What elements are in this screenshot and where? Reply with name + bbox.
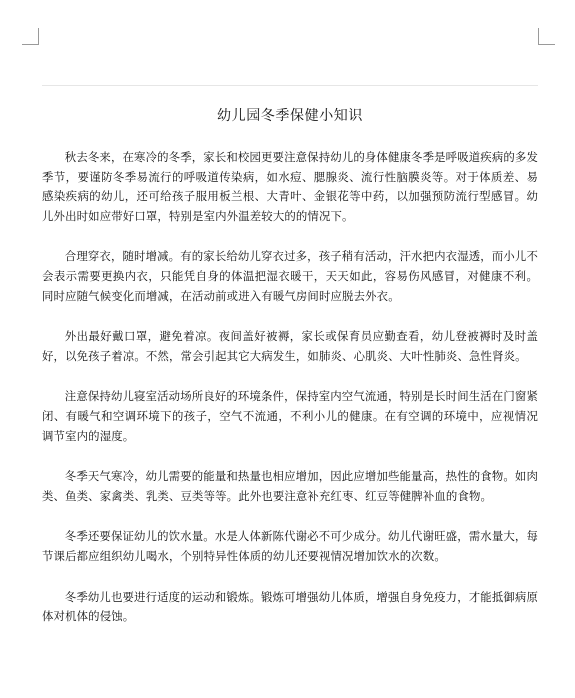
- page-corner-mark-top-left: [22, 28, 39, 45]
- body-paragraph-clothing: 合理穿衣，随时增减。有的家长给幼儿穿衣过多，孩子稍有活动，汗水把内衣湿透，而小儿不会表示需要更换内衣，只能凭自身的体温把湿衣暖干，天天如此，容易伤风感冒，对健康不利。同时应随气候变化而增减，在活动前或进入有暖气房间时应脱去外衣。: [42, 249, 538, 303]
- body-paragraph-exercise: 冬季幼儿也要进行适度的运动和锻炼。锻炼可增强幼儿体质，增强自身免疫力，才能抵御病原体对机体的侵蚀。: [42, 589, 538, 624]
- document-body: [42, 148, 538, 648]
- header-divider: [42, 85, 538, 86]
- document-title: 幼儿园冬季保健小知识: [217, 108, 363, 124]
- body-paragraph-water-intake: 冬季还要保证幼儿的饮水量。水是人体新陈代谢必不可少成分。幼儿代谢旺盛，需水量大，每节课后都应组织幼儿喝水，个别特异性体质的幼儿还要视情况增加饮水的次数。: [42, 529, 538, 563]
- body-paragraph-autumn-winter-health: 秋去冬来，在寒冷的冬季，家长和校园更要注意保持幼儿的身体健康冬季是呼吸道疾病的多发季节，要谨防冬季易流行的呼吸道传染病，如水痘、腮腺炎、流行性脑膜炎等。对于体质差、易感染疾病的幼儿，还可给孩子服用板兰根、大青叶、金银花等中药，以加强预防流行型感冒。幼儿外出时如应带好口罩，特别是室内外温差较大的的情况下。: [42, 150, 538, 223]
- body-paragraph-diet: 冬季天气寒冷，幼儿需要的能量和热量也相应增加，因此应增加些能量高，热性的食物。如肉类、鱼类、家禽类、乳类、豆类等等。此外也要注意补充红枣、红豆等健脾补血的食物。: [42, 469, 538, 503]
- body-paragraph-room-environment: 注意保持幼儿寝室活动场所良好的环境条件，保持室内空气流通，特别是长时间生活在门窗紧闭、有暖气和空调环境下的孩子，空气不流通，不利小儿的健康。在有空调的环境中，应视情况调节室内的湿度。: [42, 389, 538, 443]
- body-paragraph-mask-and-bedding: 外出最好戴口罩，避免着凉。夜间盖好被褥，家长或保育员应勤查看，幼儿登被褥时及时盖好，以免孩子着凉。不然，常会引起其它大病发生，如肺炎、心肌炎、大叶性肺炎、急性肾炎。: [42, 329, 538, 363]
- page-corner-mark-top-right: [538, 28, 555, 45]
